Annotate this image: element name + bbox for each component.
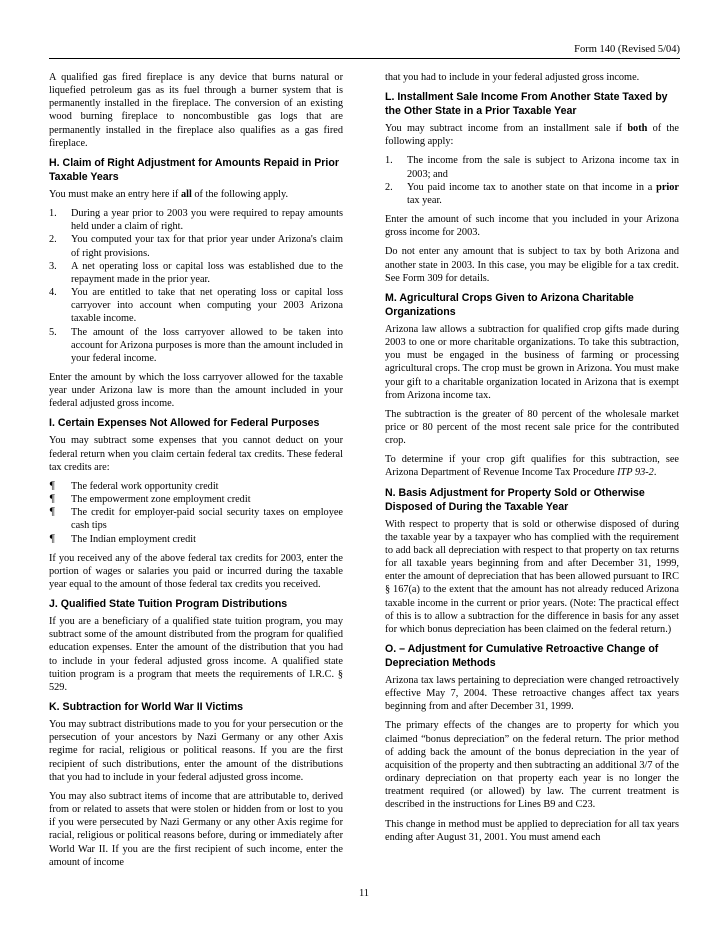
list-item: ¶ The credit for employer-paid social security taxes on employee cash tips: [49, 507, 343, 532]
section-k-heading: K. Subtraction for World War II Victims: [49, 701, 244, 714]
list-item: 4. You are entitled to take that net operating loss or capital loss carryover into account when computing your 2003 Arizona taxable income.: [49, 287, 343, 325]
section-l-enter: Enter the amount of such income that you included in your Arizona gross income for 2003.: [385, 214, 679, 239]
section-h-intro: You must make an entry here if all of the following apply.: [49, 188, 289, 200]
list-item: 1. The income from the sale is subject to Arizona income tax in 2003; and: [385, 155, 679, 180]
section-j-text: If you are a beneficiary of a qualified state tuition program, you may subtract some of the amount distributed from the program for qualified education expenses. Enter the amount of the distribution that you had to include in your federal adjusted gross income. A qualified state tuition program is a program that meets the requirements of I.R.C. § 529.: [49, 616, 343, 693]
section-i-enter: If you received any of the above federal tax credits for 2003, enter the portion of wages or salaries you paid or incurred during the taxable year equal to the amount of those federal tax credits you received.: [49, 552, 343, 590]
section-h-heading: H. Claim of Right Adjustment for Amounts Repaid in Prior Taxable Years: [49, 156, 339, 183]
list-item: ¶ The Indian employment credit: [49, 533, 196, 545]
pilcrow-bullet-icon: ¶: [49, 480, 56, 492]
section-o-paragraph-2: The primary effects of the changes are to property for which you claimed “bonus depreciation” on the federal return. The prior method of adding back the amount of the bonus depreciation in the year of acquisition of the property and then subtracting an additional 3/7 of the ordinary depreciation on that property each year is no longer the treatment required (or allowed) by law. The current treatment is described in the instructions for Lines B9 and C23.: [385, 720, 679, 811]
section-l-donot: Do not enter any amount that is subject to tax by both Arizona and another state in 2003. In this case, you may be eligible for a tax credit. See Form 309 for details.: [385, 246, 679, 284]
section-i-intro: You may subtract some expenses that you cannot deduct on your federal return when you claim certain federal tax credits. These federal tax credits are:: [49, 435, 343, 473]
section-l-list: [385, 154, 679, 207]
page-number: 11: [358, 888, 370, 899]
section-i-heading: I. Certain Expenses Not Allowed for Federal Purposes: [49, 417, 320, 430]
section-i-list: [49, 480, 343, 546]
pilcrow-bullet-icon: ¶: [49, 533, 56, 545]
section-k-paragraph-1: You may subtract distributions made to you for your persecution or the persecution of your ancestors by Nazi Germany or any other Axis regime for racial, religious or political reasons. If you are the first recipient of such distributions, enter the amount of the distributions that you had to include in your federal adjusted gross income.: [49, 719, 343, 783]
section-n-heading: N. Basis Adjustment for Property Sold or Otherwise Disposed of During the Taxable Year: [385, 486, 645, 513]
section-m-paragraph-3: To determine if your crop gift qualifies for this subtraction, see Arizona Department of Revenue Income Tax Procedure ITP 93-2.: [385, 454, 679, 479]
header-rule: [49, 58, 680, 59]
section-o-paragraph-1: Arizona tax laws pertaining to depreciation were changed retroactively effective May 7, 2004. These retroactive changes affect tax years beginning from and after December 31, 1999.: [385, 675, 679, 713]
list-item: 2. You computed your tax for that prior year under Arizona's claim of right provisions.: [49, 234, 343, 259]
section-l-intro: You may subtract income from an installment sale if both of the following apply:: [385, 123, 679, 148]
list-item: ¶ The empowerment zone employment credit: [49, 494, 251, 506]
section-h-list: [49, 207, 343, 365]
form-header: Form 140 (Revised 5/04): [574, 44, 680, 55]
section-h-enter: Enter the amount by which the loss carryover allowed for the taxable year under Arizona law is more than the amount included in your federal adjusted gross income.: [49, 371, 343, 410]
gas-fireplace-paragraph: A qualified gas fired fireplace is any device that burns natural or liquefied petroleum gas as its fuel through a burner system that is permanently installed in the fireplace. The conversion of an existing wood burning fireplace to noncombustible gas logs that are permanently installed in the fireplace also qualifies as a gas fired fireplace.: [49, 72, 343, 149]
left-column: [49, 71, 343, 875]
section-n-paragraph: With respect to property that is sold or otherwise disposed of during the taxable year by a taxpayer who has complied with the requirement to add back all depreciation with respect to that property on tax returns for all taxable years beginning from and after December 31, 1999, enter the amount of depreciation that has been allowed pursuant to IRC § 167(a) to the extent that the amount has not already reduced Arizona taxable income in the current or prior years. (Note: The practical effect of this is to allow a subtraction for the difference in basis for any asset for which bonus depreciation has been claimed on the federal return.): [385, 518, 679, 635]
section-o-heading: O. – Adjustment for Cumulative Retroactive Change of Depreciation Methods: [385, 643, 659, 669]
section-m-paragraph-2: The subtraction is the greater of 80 percent of the wholesale market price or 80 percent of the most recent sale price for the contributed crop.: [385, 408, 679, 447]
pilcrow-bullet-icon: ¶: [49, 507, 56, 519]
list-item: 5. The amount of the loss carryover allowed to be taken into account for Arizona purposes is more than the amount included in your federal income.: [49, 326, 343, 364]
section-j-heading: J. Qualified State Tuition Program Distributions: [49, 598, 288, 611]
right-column: [385, 71, 679, 850]
list-item: 1. During a year prior to 2003 you were required to repay amounts held under a claim of right.: [49, 208, 343, 233]
list-item: ¶ The federal work opportunity credit: [49, 480, 219, 492]
section-o-paragraph-3: This change in method must be applied to depreciation for all tax years ending after August 31, 2001. You must amend each: [385, 818, 679, 843]
continued-text: that you had to include in your federal adjusted gross income.: [385, 72, 640, 83]
list-item: 2. You paid income tax to another state on that income in a prior tax year.: [385, 181, 679, 206]
section-k-paragraph-2: You may also subtract items of income that are attributable to, derived from or related to assets that were stolen or hidden from or lost to you if you were persecuted by Nazi Germany or any other Axis regime for racial, religious or political reasons before, during or immediately after World War II. If you are the first recipient of such income, enter the amount of income: [49, 790, 343, 868]
section-m-paragraph-1: Arizona law allows a subtraction for qualified crop gifts made during 2003 to one or more charitable organizations. To take this subtraction, you must be engaged in the business of farming or processing agricultural crops. The crop must be grown in Arizona. You must make your gift to a charitable organization located in Arizona that is exempt from Arizona income tax.: [385, 323, 679, 401]
section-m-heading: M. Agricultural Crops Given to Arizona Charitable Organizations: [385, 291, 634, 318]
section-l-heading: L. Installment Sale Income From Another State Taxed by the Other State in a Prior Taxable Year: [385, 91, 668, 118]
list-item: 3. A net operating loss or capital loss was established due to the repayment made in the prior year.: [49, 260, 343, 285]
pilcrow-bullet-icon: ¶: [49, 494, 56, 506]
